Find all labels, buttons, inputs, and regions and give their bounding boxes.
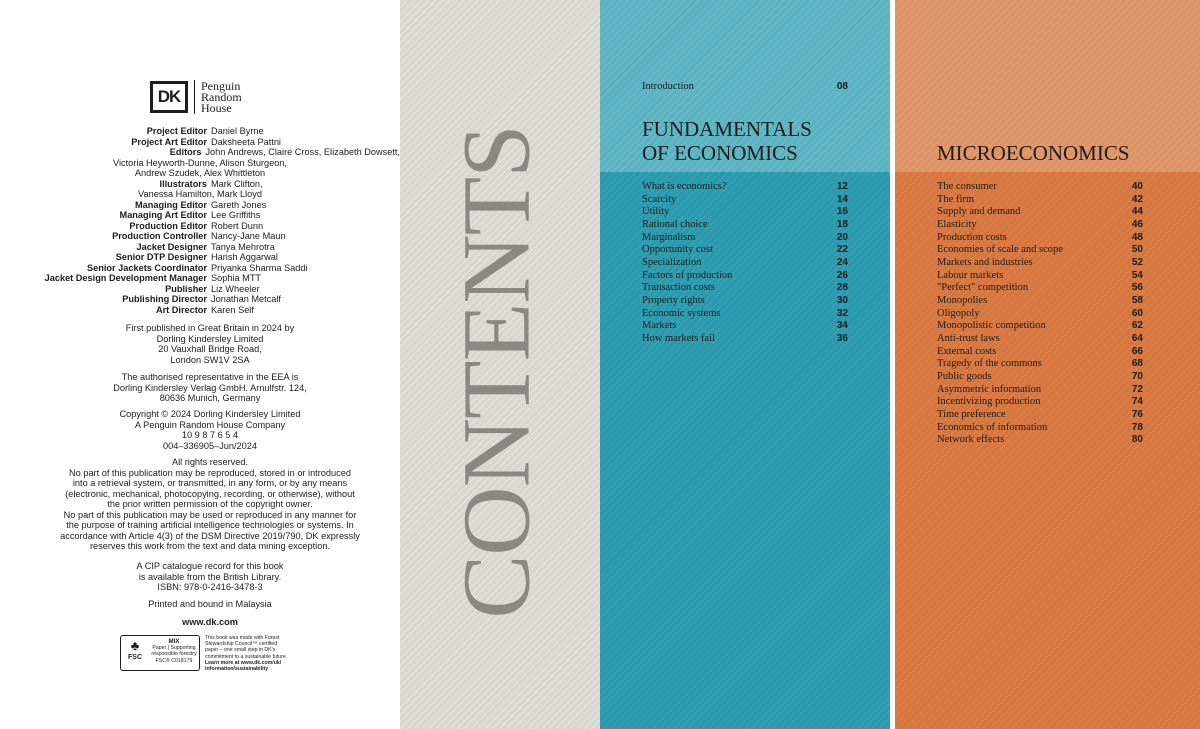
copyright-block: [0, 409, 420, 451]
toc-entry-page: 46: [1131, 219, 1143, 231]
credit-role: Managing Editor: [135, 199, 207, 210]
imprint-page: [0, 0, 400, 729]
publisher-logo: [150, 80, 242, 114]
chapter-title-line: OF ECONOMICS: [642, 141, 798, 165]
toc-entry-label: Introduction: [642, 81, 694, 92]
credit-role: Project Art Editor: [131, 136, 207, 147]
toc-entry-label: Incentivizing production: [937, 396, 1041, 408]
credit-role: Art Director: [155, 304, 207, 315]
toc-entry[interactable]: [642, 270, 848, 283]
toc-entry-page: 80: [1131, 434, 1143, 446]
logo-divider: [194, 80, 195, 114]
dk-logo-mark: DK: [150, 81, 188, 113]
toc-entry-label: Monopolies: [937, 295, 988, 307]
toc-entry-label: How markets fail: [642, 333, 715, 345]
credit-names: Liz Wheeler: [211, 283, 260, 294]
credit-row: [0, 231, 400, 242]
credit-names: Tanya Mehrotra: [211, 241, 275, 252]
text-line: the purpose of training artificial intelligence technologies or systems. In: [66, 520, 354, 530]
chapter-title-line: FUNDAMENTALS: [642, 117, 812, 141]
toc-entry[interactable]: [642, 194, 848, 207]
toc-entry-page: 42: [1131, 193, 1143, 205]
text-line: 10 9 8 7 6 5 4: [181, 430, 239, 440]
toc-entry[interactable]: [642, 295, 848, 308]
credit-names: Mark Clifton,: [211, 178, 263, 189]
toc-entry-label: Supply and demand: [937, 206, 1021, 218]
toc-entry[interactable]: [937, 206, 1143, 219]
toc-entry[interactable]: [642, 320, 848, 333]
toc-entry-label: Economies of scale and scope: [937, 244, 1063, 256]
toc-entry-page: 60: [1131, 307, 1143, 319]
cip-block: [0, 561, 420, 593]
toc-entry-page: 26: [836, 269, 848, 281]
toc-entry[interactable]: [937, 358, 1143, 371]
toc-entry[interactable]: [937, 308, 1143, 321]
credit-names: John Andrews, Claire Cross, Elizabeth Dowsett,: [205, 147, 400, 157]
credit-role: Jacket Designer: [136, 241, 207, 252]
toc-entry-label: Oligopoly: [937, 307, 980, 319]
toc-entry-page: 62: [1131, 320, 1143, 332]
credit-role: Jacket Design Development Manager: [44, 273, 207, 283]
text-line: (electronic, mechanical, photocopying, recording, or otherwise), without: [65, 488, 355, 499]
toc-entry-page: 54: [1131, 269, 1143, 281]
toc-entry-page: 20: [836, 231, 848, 243]
toc-entry-label: Markets and industries: [937, 257, 1033, 269]
toc-entry[interactable]: [937, 320, 1143, 333]
toc-entry-label: Markets: [642, 320, 677, 332]
toc-entry-label: Tragedy of the commons: [937, 358, 1042, 370]
credit-role: Project Editor: [146, 126, 207, 136]
fsc-mix: MIX: [168, 639, 180, 645]
note-line: This book was made with Forest: [205, 635, 280, 641]
toc-entry-page: 44: [1131, 206, 1143, 218]
toc-entry-page: 36: [836, 333, 848, 345]
fsc-line: Paper | Supporting: [152, 645, 196, 652]
credit-row: [0, 221, 400, 232]
toc-entry[interactable]: [937, 270, 1143, 283]
toc-entry-page: 30: [836, 295, 848, 307]
toc-entry-label: Factors of production: [642, 269, 733, 281]
credit-role: Managing Art Editor: [119, 210, 207, 220]
toc-entry[interactable]: [642, 308, 848, 321]
toc-entry[interactable]: [937, 371, 1143, 384]
fsc-text: [149, 639, 199, 664]
credit-row: [0, 147, 400, 158]
toc-entry[interactable]: [642, 257, 848, 270]
credit-role: Senior DTP Designer: [115, 252, 207, 262]
fsc-code: FSC® C018179: [155, 657, 193, 664]
credit-role: Illustrators: [159, 178, 207, 189]
toc-entry-label: Opportunity cost: [642, 244, 713, 256]
fundamentals-entries: [642, 181, 848, 346]
first-published-block: [0, 323, 420, 365]
fsc-line: responsible forestry: [151, 651, 197, 658]
toc-entry[interactable]: [937, 346, 1143, 359]
chapter-title-fundamentals[interactable]: [642, 117, 812, 165]
note-line: commitment to a sustainable future.: [205, 653, 288, 660]
credit-row: [0, 210, 400, 221]
toc-entry-page: 12: [836, 181, 848, 192]
toc-entry-page: 66: [1131, 345, 1143, 357]
toc-entry-page: 70: [1131, 371, 1143, 383]
toc-entry-page: 58: [1131, 295, 1143, 307]
toc-entry[interactable]: [937, 219, 1143, 232]
toc-entry-label: Asymmetric information: [937, 383, 1042, 395]
fundamentals-column: [600, 0, 890, 729]
toc-entry-introduction[interactable]: [642, 81, 848, 92]
toc-entry-page: 16: [836, 206, 848, 218]
toc-entry-page: 68: [1131, 358, 1143, 370]
fsc-label: [120, 635, 200, 671]
isbn: ISBN: 978-0-2416-3478-3: [157, 582, 263, 592]
note-line: Learn more at www.dk.com/uk/: [205, 659, 282, 666]
credit-role: Publisher: [165, 283, 207, 294]
credit-row: [0, 252, 400, 263]
toc-entry-page: 52: [1131, 257, 1143, 269]
toc-entry-page: 78: [1131, 421, 1143, 433]
logo-line: Penguin: [201, 78, 241, 93]
text-line: Dorling Kindersley Verlag GmbH. Arnulfstr. 124,: [113, 382, 307, 393]
credit-names: Robert Dunn: [211, 220, 264, 231]
credit-names: Harish Aggarwal: [211, 252, 278, 262]
credit-names: Lee Griffiths: [211, 210, 261, 220]
credit-role: Senior Jackets Coordinator: [87, 262, 207, 273]
credit-role: Production Controller: [112, 231, 207, 241]
text-line: is available from the British Library.: [138, 571, 282, 582]
chapter-title-line: MICROECONOMICS: [937, 141, 1130, 165]
credit-names-continued: Andrew Szudek, Alex Whittleton: [134, 168, 266, 178]
toc-entry-label: Network effects: [937, 434, 1005, 446]
text-line: London SW1V 2SA: [170, 354, 250, 365]
text-line: First published in Great Britain in 2024 by: [125, 323, 295, 333]
toc-entry-page: 22: [836, 244, 848, 256]
credit-row: [0, 263, 400, 274]
toc-entry-page: 18: [836, 219, 848, 231]
toc-entry-page: 74: [1131, 396, 1143, 408]
credit-row: [0, 200, 400, 211]
text-line: accordance with Article 4(3) of the DSM Directive 2019/790, DK expressly: [60, 530, 360, 541]
toc-entry-page: 76: [1131, 409, 1143, 421]
credit-names-continued: Vanessa Hamilton, Mark Lloyd: [138, 189, 262, 199]
toc-entry-page: 08: [836, 81, 848, 92]
contents-heading: CONTENTS: [442, 125, 550, 619]
fsc-tree-icon: ♣ FSC: [125, 639, 145, 667]
fsc-logo-text: FSC: [128, 654, 142, 661]
toc-entry[interactable]: [937, 232, 1143, 245]
toc-entry-label: Transaction costs: [642, 282, 715, 294]
toc-entry[interactable]: [642, 206, 848, 219]
sustainability-note: [205, 635, 325, 672]
credit-names: Nancy-Jane Maun: [211, 231, 286, 241]
note-line: information/sustainability: [205, 666, 269, 673]
text-line: No part of this publication may be used or reproduced in any manner for: [63, 509, 357, 520]
credit-names: Karen Self: [211, 304, 254, 315]
credit-row: [0, 284, 400, 295]
text-line: into a retrieval system, or transmitted, in any form, or by any means: [72, 478, 348, 488]
toc-entry-label: Specialization: [642, 257, 702, 269]
toc-entry-label: Elasticity: [937, 219, 977, 231]
toc-entry[interactable]: [937, 333, 1143, 346]
toc-entry-page: 14: [836, 193, 848, 205]
text-line: Copyright © 2024 Dorling Kindersley Limited: [119, 409, 301, 419]
toc-entry-label: The consumer: [937, 181, 997, 192]
toc-entry-page: 34: [836, 320, 848, 332]
toc-entry-page: 24: [836, 257, 848, 269]
credit-row: [0, 179, 400, 190]
toc-entry[interactable]: [937, 244, 1143, 257]
toc-entry-label: Labour markets: [937, 269, 1004, 281]
note-line: Stewardship Council™ certified: [205, 641, 278, 648]
toc-entry-label: What is economics?: [642, 181, 727, 192]
toc-entry-page: 64: [1131, 333, 1143, 345]
text-line: Dorling Kindersley Limited: [156, 333, 264, 344]
credit-names: Jonathan Metcalf: [211, 294, 281, 304]
toc-entry[interactable]: [937, 434, 1143, 447]
toc-entry-page: 50: [1131, 244, 1143, 256]
toc-entry-label: Monopolistic competition: [937, 320, 1046, 332]
toc-entry-page: 72: [1131, 383, 1143, 395]
rights-block: [0, 457, 420, 552]
toc-entry-label: Marginalism: [642, 231, 696, 243]
text-line: All rights reserved.: [171, 457, 249, 467]
toc-entry[interactable]: [937, 384, 1143, 397]
toc-entry-page: 32: [836, 307, 848, 319]
toc-entry-label: "Perfect" competition: [937, 282, 1029, 294]
credit-names: Priyanka Sharma Saddi: [211, 262, 308, 273]
toc-entry-page: 48: [1131, 231, 1143, 243]
printed-in: Printed and bound in Malaysia: [148, 599, 272, 609]
toc-entry[interactable]: [642, 244, 848, 257]
microeconomics-entries: [937, 181, 1143, 447]
website-url[interactable]: www.dk.com: [182, 617, 238, 627]
toc-entry-page: 40: [1131, 181, 1143, 192]
toc-entry[interactable]: [642, 282, 848, 295]
toc-entry-label: Time preference: [937, 409, 1006, 421]
logo-line: Random: [201, 89, 242, 104]
logo-line: House: [201, 100, 232, 115]
credit-names: Daniel Byrne: [211, 126, 264, 136]
toc-entry[interactable]: [937, 181, 1143, 194]
credit-names-continued: Victoria Heyworth-Dunne, Alison Sturgeon,: [113, 157, 287, 168]
text-line: A CIP catalogue record for this book: [136, 561, 284, 571]
text-line: A Penguin Random House Company: [134, 419, 286, 430]
credit-row: [0, 305, 400, 316]
text-line: reserves this work from the text and data mining exception.: [89, 541, 330, 551]
toc-entry[interactable]: [937, 257, 1143, 270]
text-line: 80636 Munich, Germany: [159, 393, 261, 403]
toc-entry-label: Rational choice: [642, 219, 708, 231]
toc-entry[interactable]: [937, 295, 1143, 308]
toc-entry[interactable]: [937, 409, 1143, 422]
credit-row: [0, 242, 400, 253]
toc-entry[interactable]: [937, 396, 1143, 409]
credit-role: Production Editor: [129, 220, 207, 231]
toc-entry[interactable]: [937, 194, 1143, 207]
toc-entry-label: Public goods: [937, 371, 992, 383]
toc-entry[interactable]: [642, 181, 848, 194]
credit-row: [0, 137, 400, 148]
toc-entry-label: Scarcity: [642, 193, 677, 205]
eea-representative-block: [0, 372, 420, 404]
toc-entry-label: Economic systems: [642, 307, 721, 319]
toc-entry-page: 28: [836, 282, 848, 294]
text-line: No part of this publication may be reproduced, stored in or introduced: [69, 467, 351, 478]
credits-list: [0, 126, 400, 315]
toc-entry-label: Property rights: [642, 295, 705, 307]
toc-entry-page: 56: [1131, 282, 1143, 294]
note-line: paper – one small step in DK's: [205, 647, 276, 654]
text-line: 004–336905–Jun/2024: [162, 440, 257, 451]
credit-row: [0, 126, 400, 137]
toc-entry[interactable]: [642, 333, 848, 346]
credit-names: Sophia MTT: [211, 273, 262, 283]
chapter-title-microeconomics[interactable]: [937, 141, 1130, 165]
text-line: 20 Vauxhall Bridge Road,: [158, 344, 262, 354]
toc-entry[interactable]: [642, 232, 848, 245]
toc-entry[interactable]: [642, 219, 848, 232]
credit-row: [0, 294, 400, 305]
toc-entry-label: The firm: [937, 193, 975, 205]
toc-entry-label: Production costs: [937, 231, 1007, 243]
credit-role: Publishing Director: [122, 294, 207, 304]
toc-entry-label: Utility: [642, 206, 670, 218]
toc-entry-label: External costs: [937, 345, 997, 357]
toc-entry[interactable]: [937, 422, 1143, 435]
toc-entry-label: Anti-trust laws: [937, 333, 1000, 345]
penguin-random-house-wordmark: [201, 78, 242, 115]
credit-role: Editors: [169, 147, 202, 157]
toc-entry[interactable]: [937, 282, 1143, 295]
toc-entry-label: Economics of information: [937, 421, 1048, 433]
credit-names: Daksheeta Pattni: [211, 136, 281, 147]
text-line: the prior written permission of the copyright owner.: [107, 499, 313, 509]
credit-names: Gareth Jones: [211, 199, 267, 210]
credit-row: [0, 273, 400, 284]
text-line: The authorised representative in the EEA is: [121, 372, 299, 382]
